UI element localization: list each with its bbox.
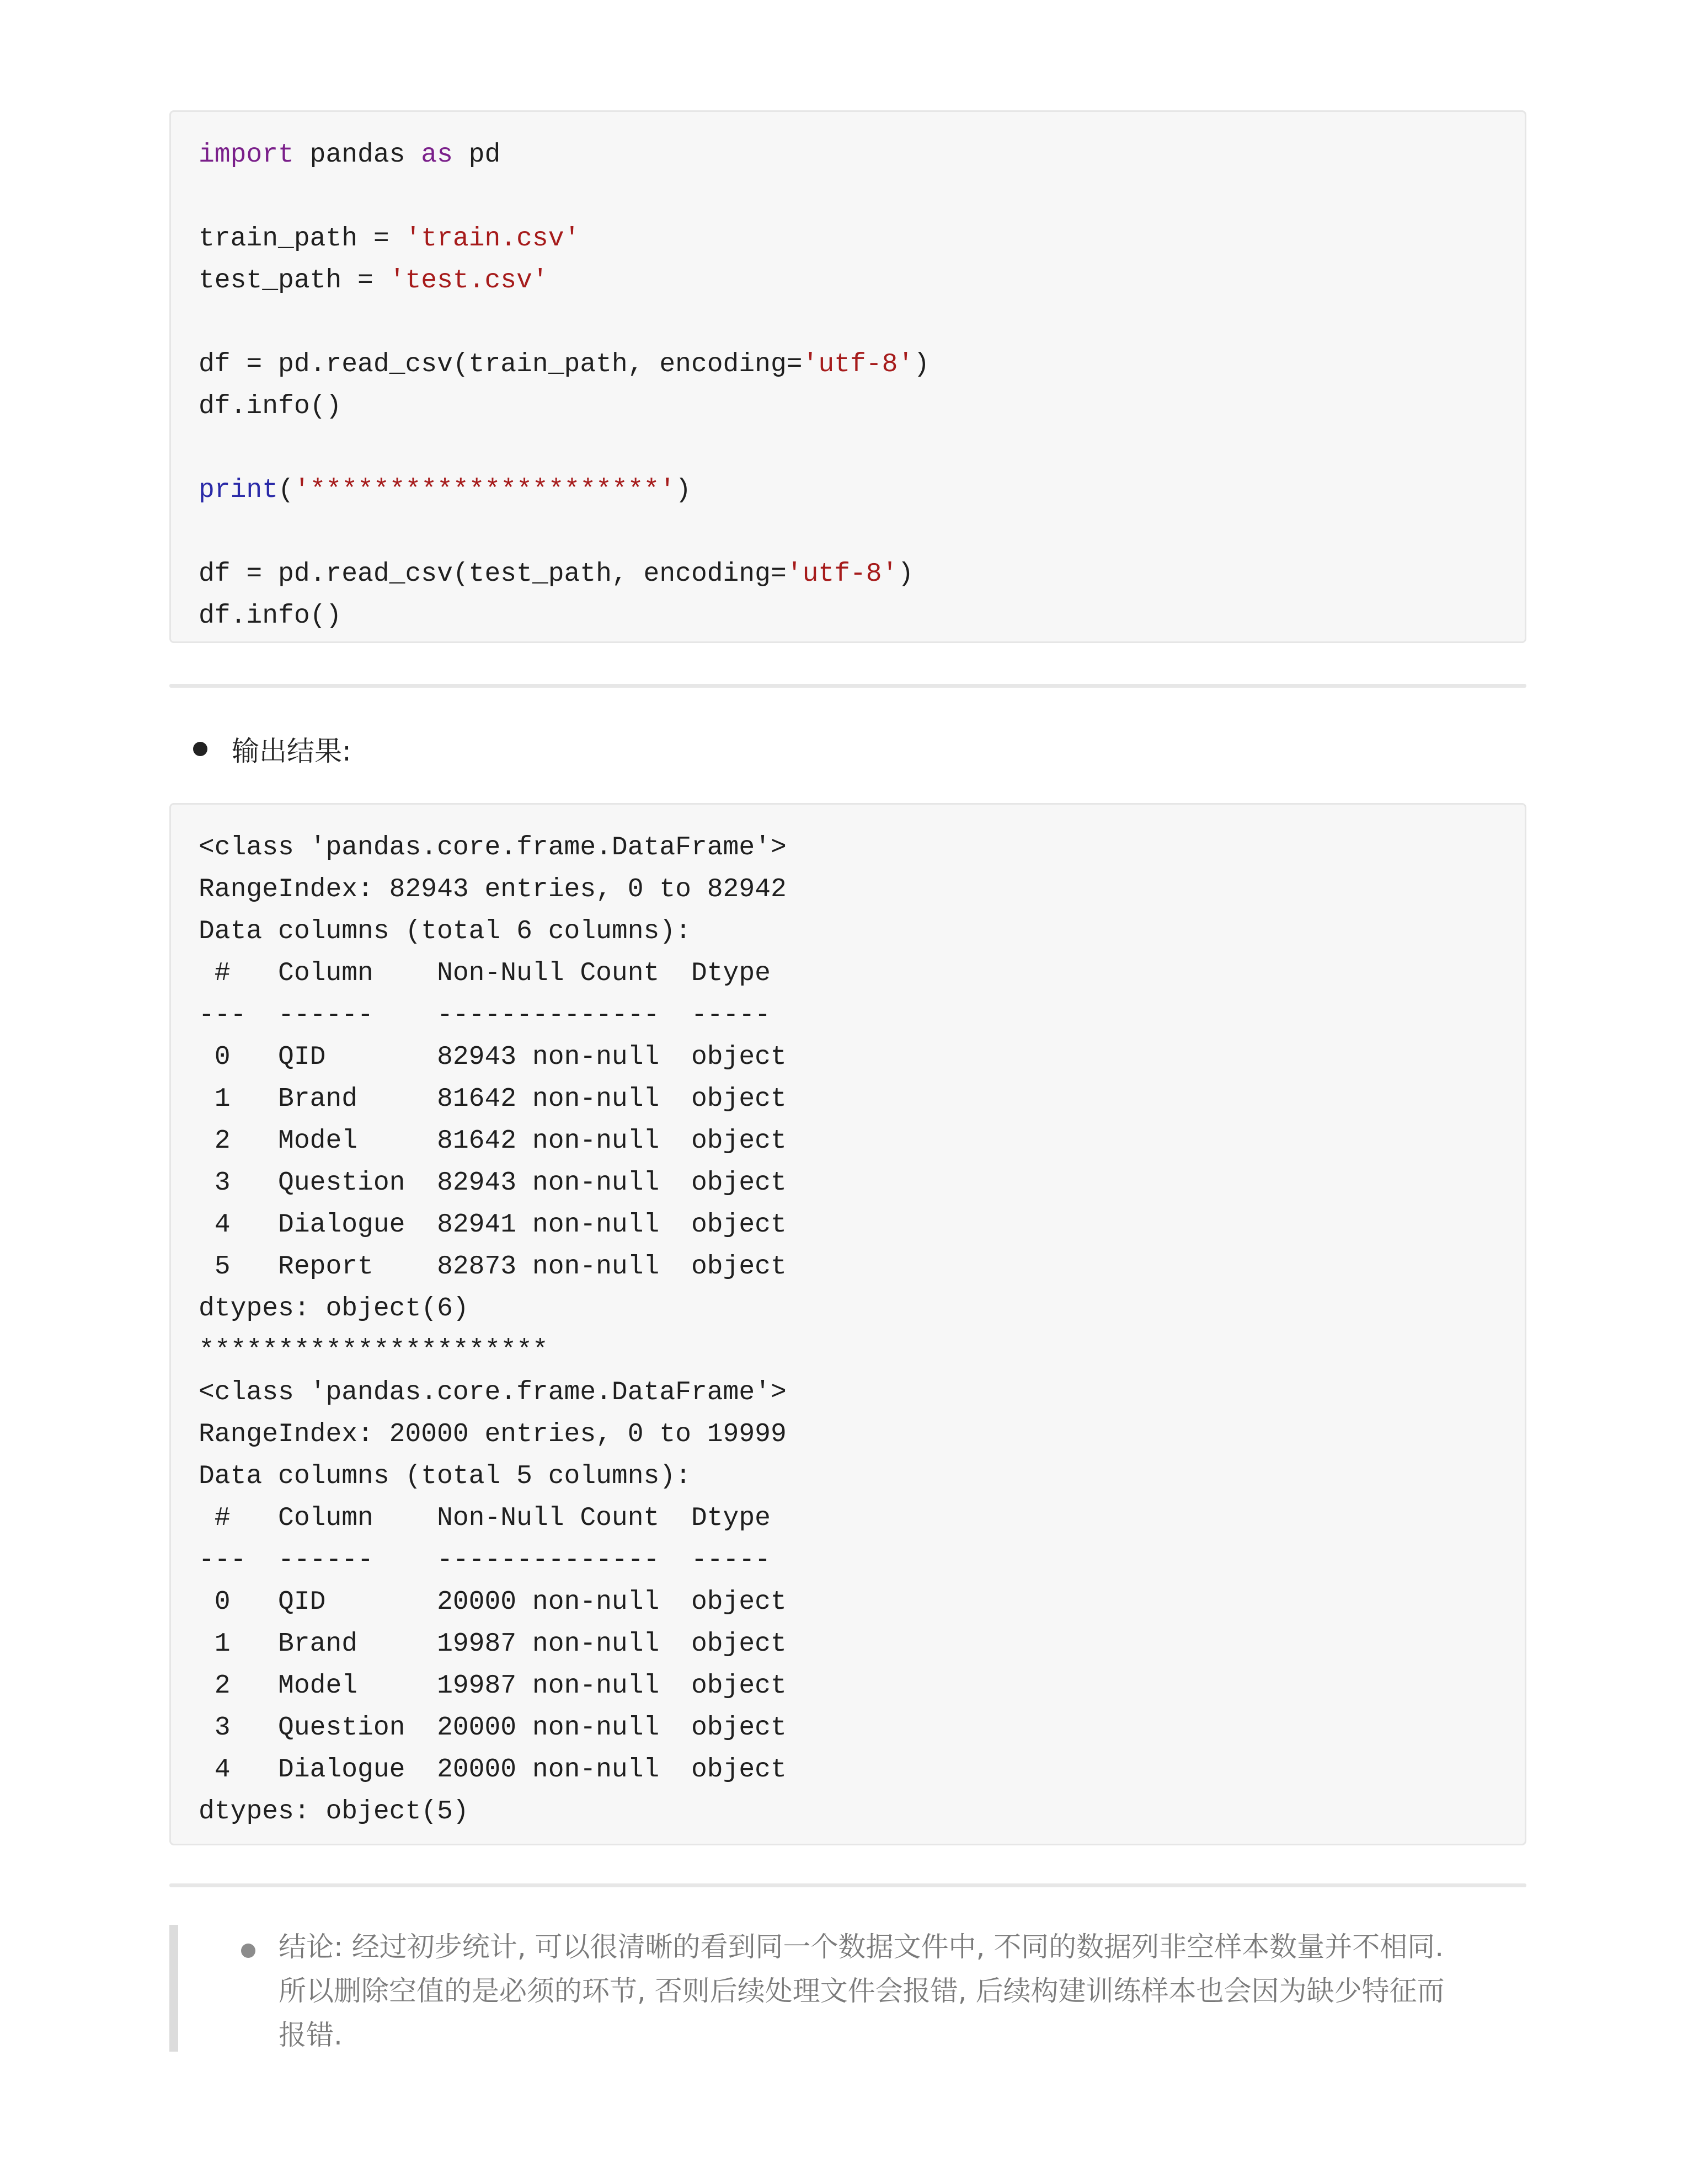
output-line: 5 Report 82873 non-null object — [199, 1252, 787, 1282]
code-line — [199, 134, 1497, 176]
code-block — [169, 110, 1526, 643]
output-label-item — [193, 727, 351, 771]
code-line: df.info() — [199, 392, 342, 421]
code-blank-line — [199, 511, 1497, 553]
code-text: df = pd.read_csv(train_path, encoding= — [199, 350, 803, 379]
output-line: <class 'pandas.core.frame.DataFrame'> — [199, 1378, 787, 1407]
string-token: 'utf-8' — [786, 559, 898, 589]
section-divider — [169, 684, 1526, 688]
code-line — [199, 218, 1497, 260]
output-line: dtypes: object(6) — [199, 1294, 469, 1324]
output-line: 0 QID 20000 non-null object — [199, 1587, 787, 1617]
code-text: df = pd.read_csv(test_path, encoding= — [199, 559, 787, 589]
code-blank-line — [199, 427, 1497, 469]
code-text: pandas — [293, 140, 421, 170]
code-line — [199, 344, 1497, 386]
conclusion-line: 报错. — [279, 2019, 343, 2051]
output-line: --- ------ -------------- ----- — [199, 1545, 787, 1575]
function-token: print — [199, 475, 279, 505]
blockquote-bar — [169, 1925, 178, 2052]
output-line: dtypes: object(5) — [199, 1797, 469, 1827]
output-line: Data columns (total 5 columns): — [199, 1462, 691, 1491]
code-line — [199, 260, 1497, 302]
keyword-token: import — [199, 140, 294, 170]
output-line: 2 Model 81642 non-null object — [199, 1126, 787, 1156]
output-line: 4 Dialogue 82941 non-null object — [199, 1210, 787, 1240]
conclusion-line: 结论: 经过初步统计, 可以很清晰的看到同一个数据文件中, 不同的数据列非空样本数量并不相同. — [279, 1931, 1444, 1963]
output-line: 3 Question 20000 non-null object — [199, 1713, 787, 1743]
conclusion-blockquote — [169, 1925, 1526, 2052]
output-line: # Column Non-Null Count Dtype — [199, 1503, 787, 1533]
code-text: ) — [914, 350, 930, 379]
code-line: df.info() — [199, 601, 342, 631]
code-text: pd — [452, 140, 501, 170]
section-divider — [169, 1883, 1526, 1887]
output-line: Data columns (total 6 columns): — [199, 917, 691, 946]
output-line: RangeIndex: 20000 entries, 0 to 19999 — [199, 1420, 787, 1449]
output-block — [169, 803, 1526, 1845]
code-text: train_path = — [199, 224, 405, 254]
code-text: test_path = — [199, 266, 389, 296]
output-line: 1 Brand 19987 non-null object — [199, 1629, 787, 1659]
keyword-token: as — [421, 140, 453, 170]
output-line: <class 'pandas.core.frame.DataFrame'> — [199, 833, 787, 863]
string-token: 'train.csv' — [405, 224, 580, 254]
code-line — [199, 553, 1497, 595]
conclusion-text — [279, 1925, 1514, 2057]
code-text: ) — [675, 475, 691, 505]
output-line: 0 QID 82943 non-null object — [199, 1042, 787, 1072]
string-token: '**********************' — [293, 475, 676, 505]
output-line: 2 Model 19987 non-null object — [199, 1671, 787, 1701]
code-blank-line — [199, 302, 1497, 344]
string-token: 'utf-8' — [802, 350, 914, 379]
output-label: 输出结果: — [232, 735, 351, 767]
output-line: --- ------ -------------- ----- — [199, 1000, 787, 1030]
output-line: RangeIndex: 82943 entries, 0 to 82942 — [199, 875, 787, 904]
string-token: 'test.csv' — [389, 266, 548, 296]
bullet-dot-icon — [241, 1944, 255, 1958]
code-line — [199, 469, 1497, 511]
output-line: ********************** — [199, 1336, 548, 1366]
output-line: 4 Dialogue 20000 non-null object — [199, 1755, 787, 1785]
output-line: 3 Question 82943 non-null object — [199, 1168, 787, 1198]
conclusion-line: 所以删除空值的是必须的环节, 否则后续处理文件会报错, 后续构建训练样本也会因为缺少特征而 — [279, 1975, 1445, 2007]
output-line: # Column Non-Null Count Dtype — [199, 959, 787, 988]
output-line: 1 Brand 81642 non-null object — [199, 1084, 787, 1114]
code-text: ) — [898, 559, 914, 589]
bullet-dot-icon — [193, 742, 207, 756]
code-text: ( — [278, 475, 294, 505]
code-blank-line — [199, 176, 1497, 218]
